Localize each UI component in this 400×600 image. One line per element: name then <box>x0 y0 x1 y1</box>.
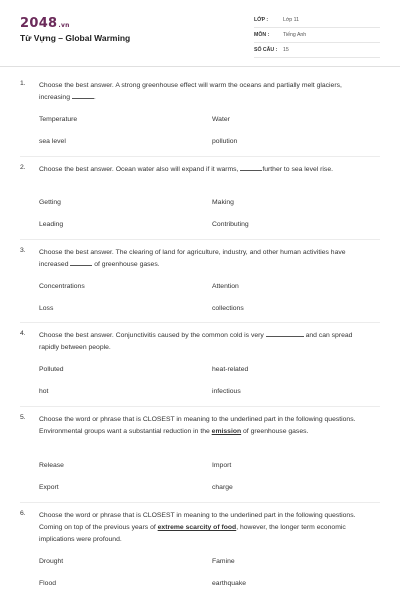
question-number: 3. <box>20 247 26 254</box>
question-text-part: Choose the word or phrase that is CLOSEST in meaning to the underlined part in the following questions. Coming on top of the previous years of <box>39 512 356 532</box>
option-a[interactable]: Temperature <box>39 116 78 123</box>
question-number: 2. <box>20 164 26 171</box>
divider <box>20 322 380 323</box>
question-text-part: Choose the best answer. Conjunctivitis caused by the common cold is very <box>39 332 266 339</box>
meta-class <box>254 14 380 28</box>
question-text-part: Choose the word or phrase that is CLOSEST in meaning to the underlined part in the following questions. Environmental groups want a substantial reduction in the <box>39 416 356 436</box>
option-c[interactable]: Loss <box>39 305 54 312</box>
option-c[interactable]: Export <box>39 484 59 491</box>
question-number: 6. <box>20 510 26 517</box>
option-b[interactable]: Famine <box>212 558 235 565</box>
option-d[interactable]: collections <box>212 305 244 312</box>
underlined-word: emission <box>211 428 242 436</box>
question-text <box>39 510 374 547</box>
option-a[interactable]: Concentrations <box>39 283 85 290</box>
option-b[interactable]: Making <box>212 199 234 206</box>
question-text-part: . <box>93 94 96 102</box>
question-text-part: of greenhouse gases. <box>241 428 309 436</box>
option-c[interactable]: sea level <box>39 138 66 145</box>
question-text-part: of greenhouse gases. <box>92 261 160 269</box>
underlined-phrase: extreme scarcity of food <box>157 524 237 532</box>
option-c[interactable]: hot <box>39 388 49 395</box>
answer-blank <box>240 164 262 171</box>
option-a[interactable]: Drought <box>39 558 64 565</box>
divider <box>20 406 380 407</box>
page-header <box>0 0 400 67</box>
question-text-part: and can spread rapidly between people. <box>39 332 353 352</box>
question-text <box>39 330 374 354</box>
site-logo[interactable] <box>20 16 70 31</box>
option-d[interactable]: pollution <box>212 138 238 145</box>
option-b[interactable]: heat-related <box>212 366 249 373</box>
question-text-part: , however, the longer term economic implications were profound. <box>39 524 346 544</box>
question-number: 1. <box>20 80 26 87</box>
meta-subject-label: MÔN : <box>254 32 270 38</box>
answer-blank <box>70 259 92 266</box>
option-c[interactable]: Leading <box>39 221 64 228</box>
option-c[interactable]: Flood <box>39 580 57 587</box>
meta-count <box>254 44 380 58</box>
option-a[interactable]: Getting <box>39 199 61 206</box>
question-text-part: Choose the best answer. A strong greenhouse effect will warm the oceans and partially melt glaciers, increasing <box>39 82 342 102</box>
question-text-part: Choose the best answer. Ocean water also will expand if it warms, <box>39 166 241 173</box>
option-d[interactable]: infectious <box>212 388 241 395</box>
meta-count-value: 15 <box>283 47 289 53</box>
divider <box>20 239 380 240</box>
question-text-part: Choose the best answer. The clearing of land for agriculture, industry, and other human activities have increased <box>39 249 346 269</box>
option-d[interactable]: charge <box>212 484 233 491</box>
question-text <box>39 247 374 271</box>
meta-subject <box>254 29 380 43</box>
divider <box>20 156 380 157</box>
option-a[interactable]: Release <box>39 462 64 469</box>
worksheet-title: Từ Vựng – Global Warming <box>20 33 131 43</box>
meta-class-value: Lớp 11 <box>283 17 299 23</box>
meta-subject-value: Tiếng Anh <box>283 32 307 38</box>
answer-blank <box>72 92 96 102</box>
option-a[interactable]: Polluted <box>39 366 64 373</box>
question-text <box>39 414 374 438</box>
question-text <box>39 164 374 176</box>
option-b[interactable]: Attention <box>212 283 239 290</box>
question-text-part: further to sea level rise. <box>262 166 334 173</box>
option-b[interactable]: Import <box>212 462 232 469</box>
question-number: 5. <box>20 414 26 421</box>
logo-suffix: .vn <box>58 22 70 29</box>
answer-blank <box>266 330 304 337</box>
option-d[interactable]: Contributing <box>212 221 249 228</box>
divider <box>20 502 380 503</box>
logo-text: 2048 <box>20 16 58 31</box>
option-d[interactable]: earthquake <box>212 580 247 587</box>
option-b[interactable]: Water <box>212 116 230 123</box>
meta-count-label: SỐ CÂU : <box>254 47 278 53</box>
meta-class-label: LỚP : <box>254 17 269 23</box>
question-number: 4. <box>20 330 26 337</box>
question-text <box>39 80 374 104</box>
